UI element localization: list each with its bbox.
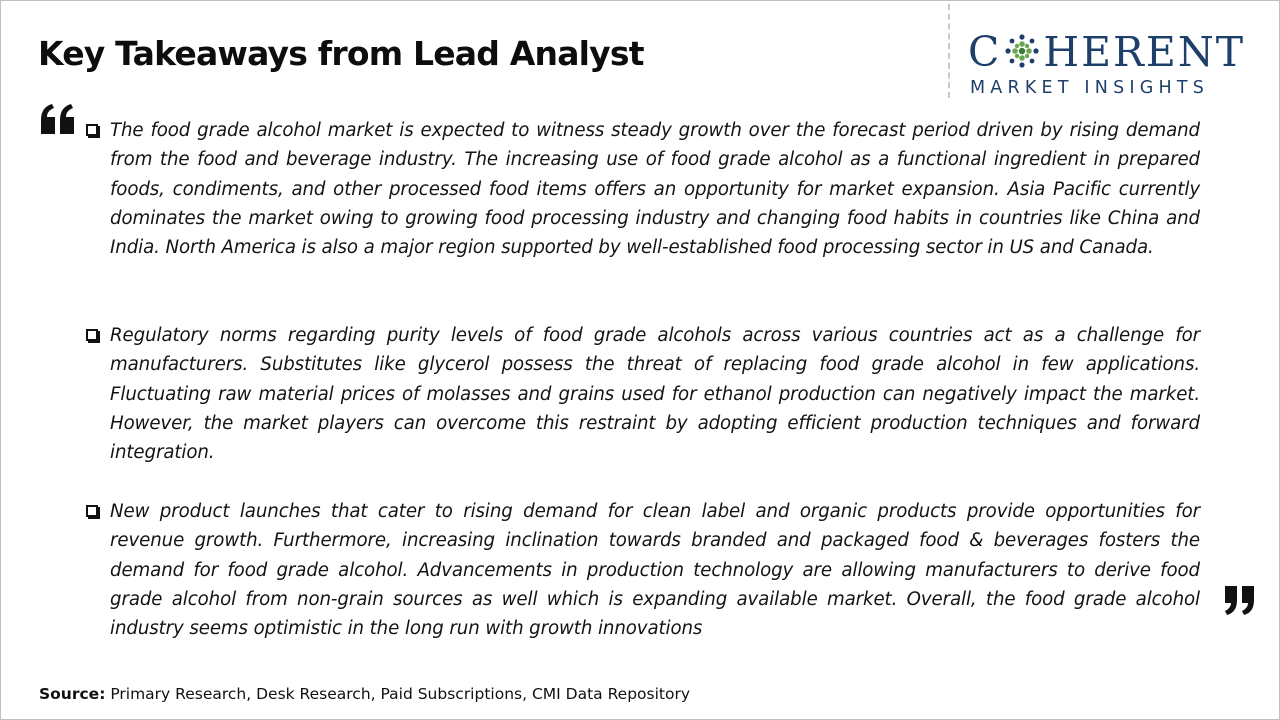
logo-letters-rest: HERENT (1043, 28, 1246, 76)
takeaway-text: Regulatory norms regarding purity levels of food grade alcohols across various countries act as a challenge for manufacturers. Substitutes like glycerol possess the threat of replacing food grade alcohol in few applications. Fluctuating raw material prices of molasses and grains used for ethanol production can negatively impact the market. However, the market players can overcome this restraint by adopting efficient production techniques and forward integration. (110, 325, 1200, 464)
source-footnote (39, 685, 690, 703)
page-title: Key Takeaways from Lead Analyst (38, 34, 644, 73)
logo-tagline: MARKET INSIGHTS (970, 78, 1210, 98)
header-divider (948, 4, 950, 98)
source-label: Source: (39, 685, 106, 703)
takeaway-item-1 (86, 116, 1200, 262)
takeaway-item-3 (86, 497, 1200, 643)
takeaway-text: The food grade alcohol market is expected to witness steady growth over the forecast period driven by rising demand from the food and beverage industry. The increasing use of food grade alcohol as a functional ingredient in prepared foods, condiments, and other processed food items offers an opportunity for market expansion. Asia Pacific currently dominates the market owing to growing food processing industry and changing food habits in countries like China and India. North America is also a major region supported by well-established food processing sector in US and Canada. (110, 120, 1200, 259)
logo-wordmark (968, 28, 1264, 76)
logo-dots-icon (1002, 31, 1042, 71)
takeaway-text: New product launches that cater to rising demand for clean label and organic products provide opportunities for revenue growth. Furthermore, increasing inclination towards branded and packaged food & beverages fosters the demand for food grade alcohol. Advancements in production technology are allowing manufacturers to derive food grade alcohol from non-grain sources as well which is expanding available market. Overall, the food grade alcohol industry seems optimistic in the long run with growth innovations (110, 501, 1200, 640)
checkbox-bullet-icon (86, 505, 98, 517)
close-quote-icon (1224, 584, 1256, 616)
takeaway-item-2 (86, 321, 1200, 467)
checkbox-bullet-icon (86, 124, 98, 136)
checkbox-bullet-icon (86, 329, 98, 341)
source-text: Primary Research, Desk Research, Paid Subscriptions, CMI Data Repository (105, 685, 691, 703)
company-logo (968, 28, 1264, 100)
open-quote-icon (40, 104, 76, 136)
logo-letter-c: C (968, 28, 1002, 76)
